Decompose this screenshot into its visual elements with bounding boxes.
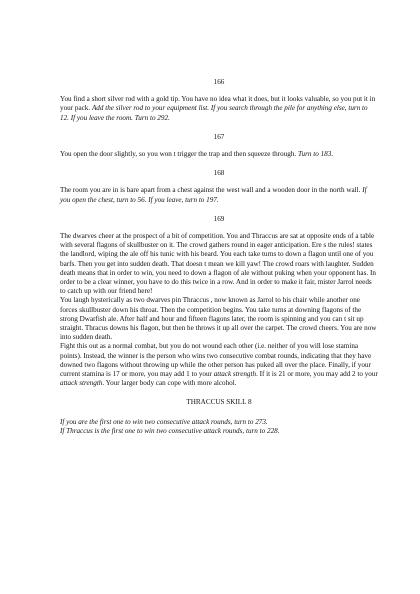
page-content xyxy=(60,78,378,436)
section-number-166: 166 xyxy=(213,78,225,86)
section-169-p3-part-b: . If it is 21 or more, you may add 2 to your xyxy=(256,370,378,379)
spacer xyxy=(60,87,378,95)
section-166-text xyxy=(60,95,378,123)
spacer xyxy=(60,388,378,398)
section-167-body: You open the door slightly, so you won t trigger the trap and then squeeze through. xyxy=(60,150,298,159)
section-169-paragraph-3 xyxy=(60,342,378,388)
section-number-167: 167 xyxy=(213,132,225,141)
spacer xyxy=(60,205,378,215)
section-166-choices: Add the silver rod to your equipment list. If you search through the pile for anything else, turn to 12. If you leave the room. Turn to 292. xyxy=(60,104,368,122)
spacer xyxy=(60,224,378,232)
spacer xyxy=(60,408,378,418)
spacer xyxy=(60,178,378,186)
enemy-stat-block: THRACCUS SKILL 8 xyxy=(186,398,252,407)
spacer xyxy=(60,159,378,169)
spacer xyxy=(60,123,378,133)
section-number-168: 168 xyxy=(213,169,225,178)
section-number-169: 169 xyxy=(213,214,225,223)
spacer xyxy=(60,142,378,150)
section-168-body: The room you are in is bare apart from a chest against the west wall and a wooden door in the north wall. xyxy=(60,186,363,195)
outcome-lose-text: If Thraccus is the first one to win two consecutive attack rounds, turn to 228. xyxy=(60,426,280,435)
section-167-choices: Turn to 183. xyxy=(297,150,334,159)
outcome-win xyxy=(60,418,378,427)
section-168-text xyxy=(60,186,378,204)
attack-strength-term: attack strength xyxy=(60,379,103,388)
outcome-win-text: If you are the first one to win two consecutive attack rounds, turn to 273. xyxy=(60,417,268,426)
section-167-text xyxy=(60,150,378,159)
section-169-paragraph-1: The dwarves cheer at the prospect of a bit of competition. You and Thraccus are sat at opposite ends of a table with several flagons of skullbuster on it. The crowd gathers round in eager anticipation. Ere s the rules! states the landlord, wiping the ale off his tunic with his beard. You each take turns to down a flagon until one of you barfs. Then you get into sudden death. That doesn t mean we kill yaw! The crowd roars with laughter. Sudden death means that in order to win, you need to down a flagon of ale without puking when your opponent has. In order to be a clear winner, you have to do this twice in a row. And in order to make it fair, mister Jarrol needs to catch up with our friend here! xyxy=(60,232,376,296)
section-168-choices: If you open the chest, turn to 56. If you leave, turn to 197. xyxy=(60,186,367,204)
outcome-lose xyxy=(60,427,378,436)
section-169-paragraph-2: You laugh hysterically as two dwarves pin Thraccus , now known as Jarrol to his chair while another one forces skullbuster down his throat. Then the competition begins. You take turns at downing flagons of the strong Dwarfish ale. After half and hour and fifteen flagons later, the room is spinning and you can t sit up straight. Thracus downs his flagon, but then he throws it up all over the carpet. The crowd cheers. You are now into sudden death. xyxy=(60,296,377,342)
section-169-p3-part-c: . Your larger body can cope with more alcohol. xyxy=(102,379,237,388)
section-166-body: You find a short silver rod with a gold tip. You have no idea what it does, but it looks valuable, so you put it in your pack. xyxy=(60,95,376,113)
attack-strength-term: attack strength xyxy=(213,370,257,379)
section-169-p3-part-a: Fight this out as a normal combat, but you do not wound each other (i.e. neither of you will lose stamina points). Instead, the winner is the person who wins two consecutive combat rounds, indicating that they have downed two flagons without throwing up while the other person has puked all over the place. Finally, if your current stamina is 17 or more, you may add 1 to your xyxy=(60,342,372,379)
